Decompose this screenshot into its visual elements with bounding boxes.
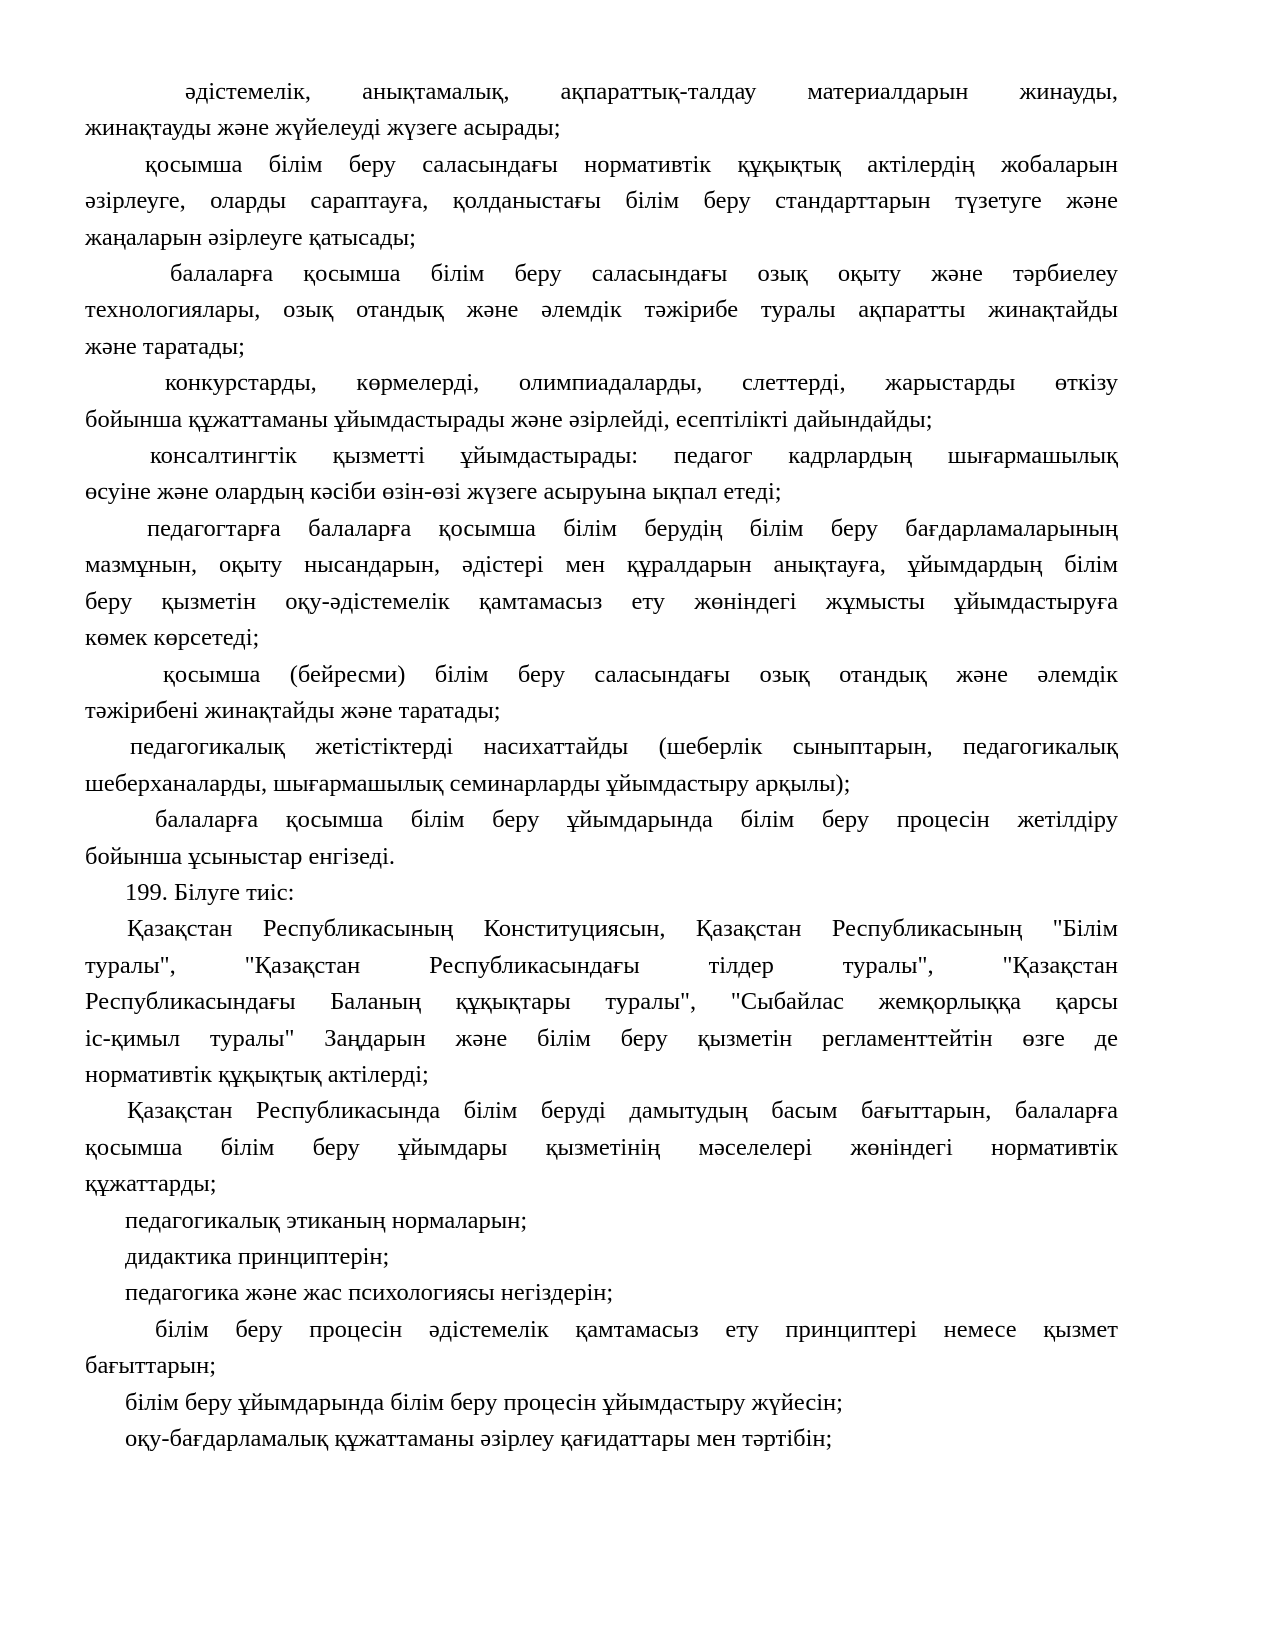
text-line: мазмұнын, оқыту нысандарын, әдістері мен құралдарын анықтауға, ұйымдардың білім — [85, 551, 1118, 579]
text-line: педагогикалық этиканың нормаларын; — [125, 1206, 528, 1234]
document-page — [85, 74, 1118, 1457]
text-line: бойынша ұсыныстар енгізеді. — [85, 842, 396, 870]
text-line: іс-қимыл туралы" Заңдарын және білім беру қызметін регламенттейтін өзге де — [85, 1024, 1118, 1052]
section-heading — [85, 875, 1118, 911]
text-line: дидактика принциптерін; — [125, 1243, 390, 1270]
text-line: педагогика және жас психологиясы негіздерін; — [125, 1279, 614, 1307]
text-line: қосымша білім беру саласындағы нормативтік құқықтық актілердің жобаларын — [145, 150, 1118, 178]
text-line: тәжірибені жинақтайды және таратады; — [85, 696, 501, 724]
paragraph — [85, 657, 1118, 730]
paragraph — [85, 911, 1118, 1093]
text-line: шеберханаларды, шығармашылық семинарларды ұйымдастыру арқылы); — [85, 769, 851, 797]
paragraph — [85, 802, 1118, 875]
text-line: 199. Білуге тиіс: — [125, 878, 295, 906]
text-line: балаларға қосымша білім беру саласындағы озық оқыту және тәрбиелеу — [170, 260, 1118, 288]
text-line: көмек көрсетеді; — [85, 624, 260, 652]
paragraph — [85, 511, 1118, 657]
text-line: педагогикалық жетістіктерді насихаттайды (шеберлік сыныптарын, педагогикалық — [130, 733, 1118, 761]
text-line: білім беру процесін әдістемелік қамтамасыз ету принциптері немесе қызмет — [155, 1315, 1118, 1343]
paragraph — [85, 1312, 1118, 1385]
text-line: Қазақстан Республикасында білім беруді дамытудың басым бағыттарын, балаларға — [127, 1097, 1118, 1125]
text-line: Қазақстан Республикасының Конституциясын, Қазақстан Республикасының "Білім — [127, 915, 1118, 943]
text-line: әдістемелік, анықтамалық, ақпараттық-талдау материалдарын жинауды, — [185, 78, 1118, 105]
text-line: және таратады; — [85, 332, 245, 360]
paragraph — [85, 438, 1118, 511]
text-line: консалтингтік қызметті ұйымдастырады: педагог кадрлардың шығармашылық — [150, 442, 1118, 470]
paragraph — [85, 1203, 1118, 1239]
paragraph — [85, 147, 1118, 256]
text-line: білім беру ұйымдарында білім беру процесін ұйымдастыру жүйесін; — [125, 1388, 843, 1416]
text-line: беру қызметін оқу-әдістемелік қамтамасыз ету жөніндегі жұмысты ұйымдастыруға — [85, 587, 1118, 615]
paragraph — [85, 729, 1118, 802]
text-line: бойынша құжаттаманы ұйымдастырады және әзірлейді, есептілікті дайындайды; — [85, 405, 933, 433]
text-line: туралы", "Қазақстан Республикасындағы тілдер туралы", "Қазақстан — [85, 951, 1118, 979]
text-line: жаңаларын әзірлеуге қатысады; — [85, 223, 416, 251]
paragraph — [85, 365, 1118, 438]
paragraph — [85, 74, 1118, 147]
text-line: әзірлеуге, оларды сараптауға, қолданыстағы білім беру стандарттарын түзетуге және — [85, 187, 1118, 215]
paragraph — [85, 1275, 1118, 1311]
text-line: оқу-бағдарламалық құжаттаманы әзірлеу қағидаттары мен тәртібін; — [125, 1425, 833, 1453]
text-line: технологиялары, озық отандық және әлемдік тәжірибе туралы ақпаратты жинақтайды — [85, 296, 1118, 324]
paragraph — [85, 1421, 1118, 1457]
text-line: жинақтауды және жүйелеуді жүзеге асырады; — [85, 114, 561, 142]
paragraph — [85, 1093, 1118, 1202]
text-line: өсуіне және олардың кәсіби өзін-өзі жүзеге асыруына ықпал етеді; — [85, 478, 782, 506]
text-line: қосымша (бейресми) білім беру саласындағы озық отандық және әлемдік — [163, 660, 1118, 688]
text-line: балаларға қосымша білім беру ұйымдарында білім беру процесін жетілдіру — [155, 806, 1118, 834]
paragraph — [85, 1385, 1118, 1421]
text-line: құжаттарды; — [85, 1170, 217, 1198]
text-line: конкурстарды, көрмелерді, олимпиадаларды, слеттерді, жарыстарды өткізу — [165, 369, 1118, 397]
text-line: бағыттарын; — [85, 1352, 217, 1380]
text-line: Республикасындағы Баланың құқықтары туралы", "Сыбайлас жемқорлыққа қарсы — [85, 988, 1118, 1016]
text-line: нормативтік құқықтық актілерді; — [85, 1060, 429, 1088]
text-line: қосымша білім беру ұйымдары қызметінің мәселелері жөніндегі нормативтік — [85, 1133, 1118, 1161]
paragraph — [85, 1239, 1118, 1275]
paragraph — [85, 256, 1118, 365]
text-line: педагогтарға балаларға қосымша білім берудің білім беру бағдарламаларының — [147, 514, 1118, 542]
